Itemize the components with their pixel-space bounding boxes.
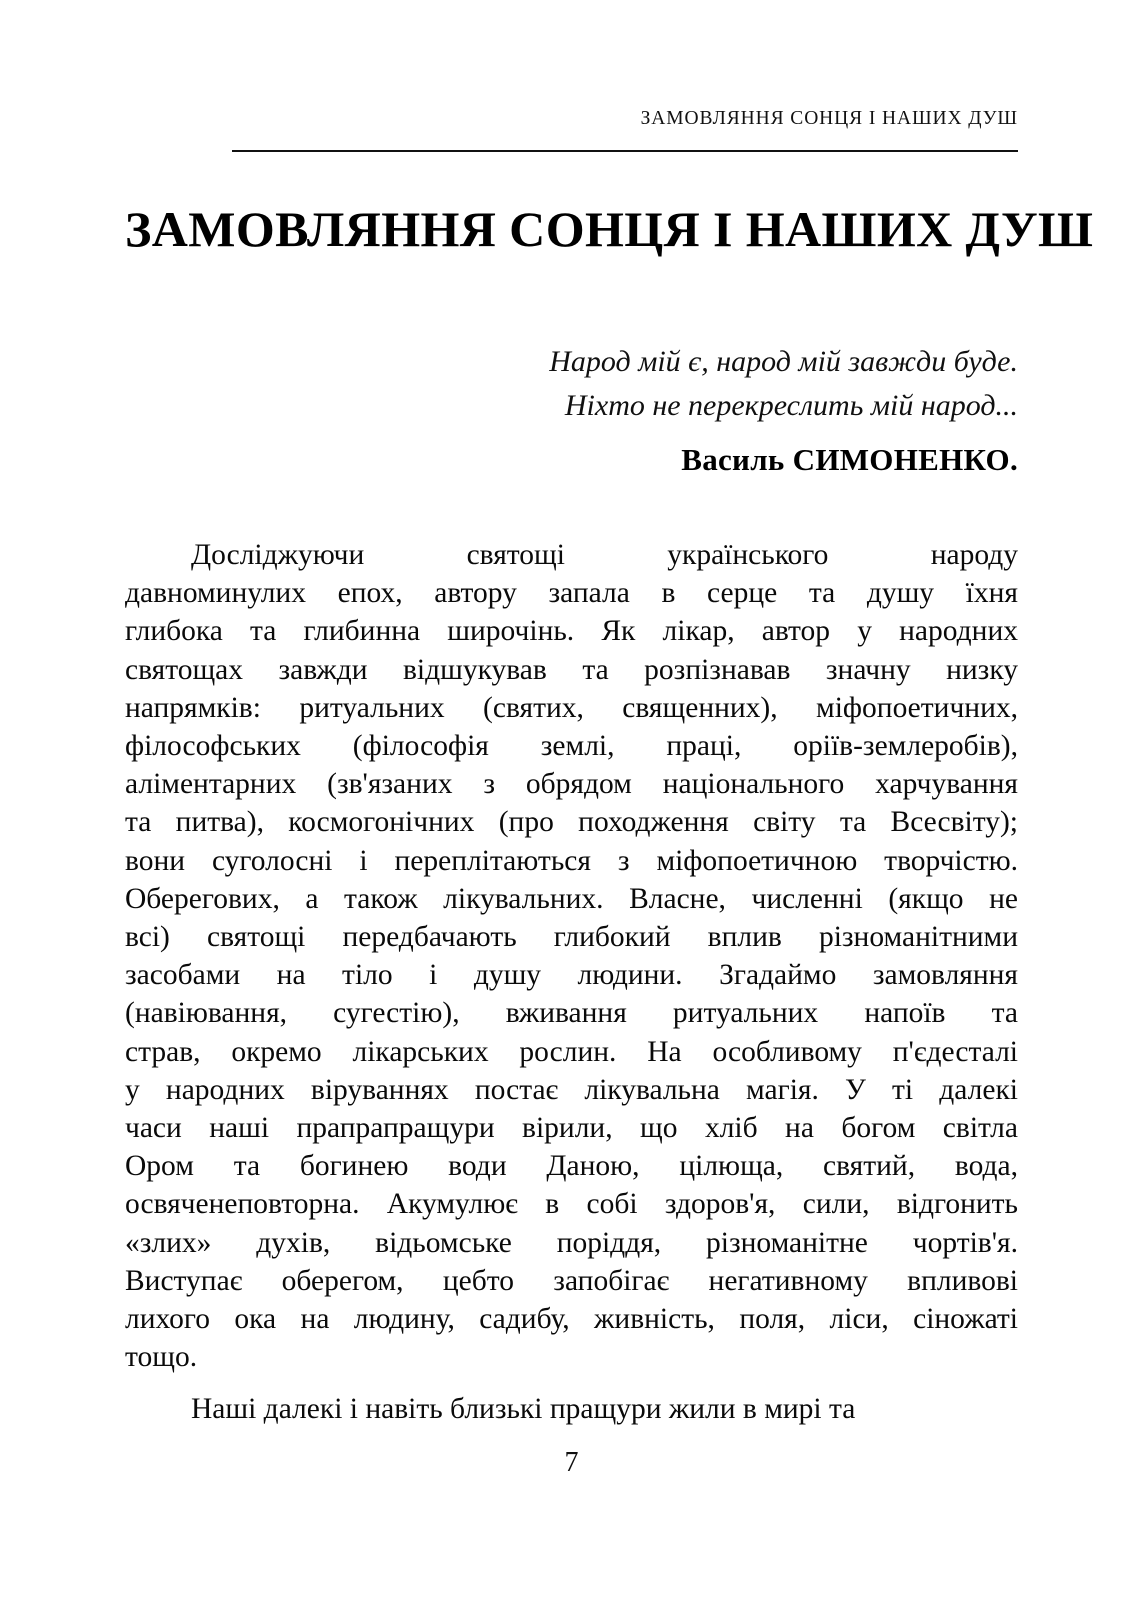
text-line: Досліджуючи святощі українського народу [191,539,1018,571]
paragraph [125,536,1018,1376]
text-line: глибока та глибинна широчінь. Як лікар, автор у народних [125,615,1018,648]
text-line: Ором та богинею води Даною, цілюща, святий, вода, [125,1150,1018,1183]
text-line: святощах завжди відшукував та розпізнавав значну низку [125,653,1018,686]
text-line: засобами на тіло і душу людини. Згадаймо замовляння [125,959,1018,992]
epigraph-line-1: Народ мій є, народ мій завжди буде. [549,345,1018,378]
text-line: освяченеповторна. Акумулює в собі здоров'я, сили, відгонить [125,1188,1018,1221]
running-head: ЗАМОВЛЯННЯ СОНЦЯ І НАШИХ ДУШ [640,108,1018,129]
page-number: 7 [564,1447,579,1478]
text-line: аліментарних (зв'язаних з обрядом національного харчування [125,768,1018,801]
epigraph-author: Василь СИМОНЕНКО. [681,441,1018,477]
text-line: (навіювання, сугестію), вживання ритуальних напоїв та [125,997,1018,1030]
text-line: Оберегових, а також лікувальних. Власне, численні (якщо не [125,882,1018,915]
text-line: тощо. [125,1341,198,1374]
text-line: «злих» духів, відьомське поріддя, різноманітне чортів'я. [125,1226,1018,1259]
paragraph [125,1390,1018,1428]
header-rule [232,150,1018,152]
text-line: лихого ока на людину, садибу, живність, поля, ліси, сіножаті [125,1303,1018,1336]
body-text [125,536,1018,1429]
text-line: філософських (філософія землі, праці, оріїв-землеробів), [125,730,1018,763]
text-line: у народних віруваннях постає лікувальна магія. У ті далекі [125,1073,1018,1106]
text-line: страв, окремо лікарських рослин. На особливому п'єдесталі [125,1035,1018,1068]
text-line: та питва), космогонічних (про походження світу та Всесвіту); [125,806,1018,839]
epigraph-block [125,340,1018,478]
text-line: Наші далекі і навіть близькі пращури жили в мирі та [191,1393,856,1426]
page-title: ЗАМОВЛЯННЯ СОНЦЯ І НАШИХ ДУШ [125,200,1094,257]
text-line: напрямків: ритуальних (святих, священних), міфопоетичних, [125,691,1018,724]
text-line: Виступає оберегом, цебто запобігає негативному впливові [125,1264,1018,1297]
text-line: часи наші прапрапращури вірили, що хліб на богом світла [125,1112,1018,1145]
text-line: давноминулих епох, автору запала в серце та душу їхня [125,577,1018,610]
text-line: вони суголосні і переплітаються з міфопоетичною творчістю. [125,844,1018,877]
epigraph-line-2: Ніхто не перекреслить мій народ... [564,388,1018,422]
text-line: всі) святощі передбачають глибокий вплив різноманітними [125,921,1018,954]
